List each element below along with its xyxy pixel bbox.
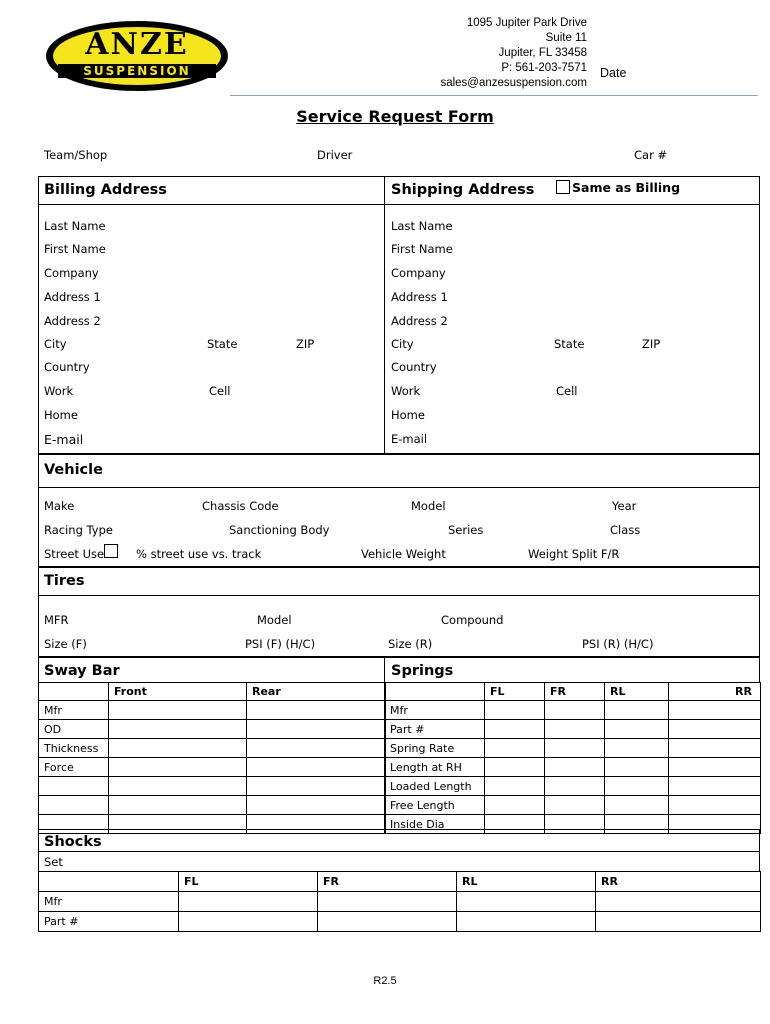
table-row [385,777,761,796]
sway-bar-cell[interactable] [247,720,386,739]
street-use-checkbox[interactable] [104,544,118,558]
springs-header-row [385,683,761,701]
shipping-address2-label: Address 2 [391,314,448,328]
logo-text-top: ANZE [85,27,189,62]
shipping-home-phone-field[interactable] [426,406,754,424]
springs-cell[interactable] [485,796,545,815]
springs-cell[interactable] [545,739,605,758]
team-shop-field[interactable] [110,146,300,164]
sway-bar-heading: Sway Bar [44,663,120,679]
table-row [39,739,386,758]
shipping-country-label: Country [391,360,437,374]
shipping-address1-field[interactable] [452,288,754,306]
address-divider [384,176,385,454]
table-row [385,739,761,758]
sway-bar-cell[interactable] [109,701,247,720]
billing-city-field[interactable] [72,335,202,353]
billing-address2-field[interactable] [108,312,378,330]
billing-cell-phone-field[interactable] [236,382,378,400]
table-row [39,912,761,932]
springs-cell[interactable] [605,758,669,777]
shocks-rl-header: RL [457,872,596,892]
springs-cell[interactable] [669,701,761,720]
shipping-state-field[interactable] [588,335,638,353]
billing-email-label: E-mail [44,432,84,447]
logo-text-bottom: SUSPENSION [83,64,191,78]
sway-bar-cell[interactable] [109,739,247,758]
sway-bar-cell[interactable] [247,777,386,796]
sway-bar-cell[interactable] [247,701,386,720]
springs-cell[interactable] [545,758,605,777]
shipping-work-label: Work [391,384,421,398]
springs-cell[interactable] [485,758,545,777]
sway-bar-table [38,682,386,834]
sway-bar-row-label: Force [39,758,109,777]
springs-cell[interactable] [605,777,669,796]
table-row [39,758,386,777]
vehicle-header-rule [38,487,760,488]
chassis-code-field[interactable] [272,497,402,515]
springs-table [384,682,761,834]
sway-bar-row-label[interactable] [39,777,109,796]
billing-state-field[interactable] [240,335,292,353]
sway-bar-rear-header: Rear [247,683,386,701]
springs-cell[interactable] [605,701,669,720]
series-label: Series [448,523,484,537]
billing-zip-label: ZIP [296,337,315,351]
street-vs-track-field[interactable] [250,545,354,563]
same-as-billing-label: Same as Billing [572,180,681,195]
shipping-zip-field[interactable] [664,335,754,353]
billing-address1-label: Address 1 [44,290,101,304]
make-label: Make [44,499,75,513]
series-field[interactable] [484,521,604,539]
address-line-2: Suite 11 [545,32,587,44]
springs-cell[interactable] [669,720,761,739]
sway-bar-front-header: Front [109,683,247,701]
sanctioning-body-field[interactable] [322,521,440,539]
shocks-fl-header: FL [179,872,318,892]
shipping-home-label: Home [391,408,425,422]
model-field[interactable] [448,497,606,515]
shipping-country-field[interactable] [440,358,754,376]
springs-row-label: Mfr [385,701,485,720]
shocks-row-label: Mfr [39,892,179,912]
table-row [385,720,761,739]
springs-cell[interactable] [485,720,545,739]
tire-psi-rear-label: PSI (R) (H/C) [582,637,654,651]
shocks-heading: Shocks [44,834,102,850]
driver-label: Driver [317,148,353,162]
billing-last-name-label: Last Name [44,219,106,233]
shocks-cell[interactable] [457,892,596,912]
springs-cell[interactable] [545,720,605,739]
billing-first-name-label: First Name [44,242,106,256]
billing-zip-field[interactable] [316,335,378,353]
logo [44,19,230,93]
header-rule [230,95,758,96]
sway-bar-row-label: Thickness [39,739,109,758]
tire-psi-front-label: PSI (F) (H/C) [245,637,316,651]
shocks-corner-cell [39,872,179,892]
tire-mfr-label: MFR [44,613,69,627]
billing-home-phone-field[interactable] [80,406,378,424]
table-row [39,701,386,720]
shocks-rr-header: RR [596,872,761,892]
table-row [385,701,761,720]
revision-label: R2.5 [373,975,397,987]
shocks-row-label: Part # [39,912,179,932]
billing-address1-field[interactable] [108,288,378,306]
sway-bar-cell[interactable] [109,758,247,777]
springs-cell[interactable] [545,777,605,796]
shocks-cell[interactable] [318,892,457,912]
billing-email-field[interactable] [86,430,378,448]
model-label: Model [411,499,446,513]
shocks-set-field[interactable] [66,853,754,870]
springs-cell[interactable] [669,796,761,815]
springs-row-label: Length at RH [385,758,485,777]
springs-row-label: Part # [385,720,485,739]
billing-last-name-field[interactable] [108,216,378,234]
shipping-city-field[interactable] [418,335,548,353]
sway-bar-cell[interactable] [247,796,386,815]
shipping-company-field[interactable] [452,264,754,282]
table-row [39,777,386,796]
springs-cell[interactable] [605,739,669,758]
sway-bar-header-row [39,683,386,701]
tire-psi-rear-field[interactable] [652,635,754,653]
shipping-address1-label: Address 1 [391,290,448,304]
tire-mfr-field[interactable] [74,611,250,629]
tire-compound-label: Compound [441,613,504,627]
springs-cell[interactable] [485,777,545,796]
date-label: Date [600,66,627,80]
sway-bar-corner-cell [39,683,109,701]
date-field[interactable] [632,62,758,82]
vehicle-weight-field[interactable] [442,545,522,563]
shocks-cell[interactable] [179,892,318,912]
springs-cell[interactable] [669,739,761,758]
springs-rl-header: RL [605,683,669,701]
address-header-rule [38,204,760,205]
year-field[interactable] [640,497,754,515]
car-number-field[interactable] [664,146,756,164]
sway-bar-cell[interactable] [247,758,386,777]
shipping-cell-label: Cell [556,384,578,398]
shocks-cell[interactable] [179,912,318,932]
billing-address2-label: Address 2 [44,314,101,328]
springs-cell[interactable] [545,796,605,815]
make-field[interactable] [78,497,196,515]
street-vs-track-label: % street use vs. track [136,547,262,561]
shipping-cell-phone-field[interactable] [582,382,754,400]
shocks-header-row [39,872,761,892]
tire-size-rear-field[interactable] [432,635,576,653]
form-title: Service Request Form [296,107,494,126]
shipping-address-heading: Shipping Address [391,182,535,198]
shipping-email-label: E-mail [391,432,428,446]
shipping-email-field[interactable] [428,430,754,448]
address-line-1: 1095 Jupiter Park Drive [466,17,587,29]
vehicle-heading: Vehicle [44,462,103,478]
springs-heading: Springs [391,663,454,679]
racing-type-label: Racing Type [44,523,113,537]
springs-row-label: Spring Rate [385,739,485,758]
shocks-cell[interactable] [596,912,761,932]
billing-country-field[interactable] [96,358,378,376]
shocks-cell[interactable] [596,892,761,912]
springs-corner-cell [385,683,485,701]
sway-bar-cell[interactable] [109,720,247,739]
tires-heading: Tires [44,573,85,589]
shocks-set-label: Set [44,855,63,869]
vehicle-weight-label: Vehicle Weight [361,547,446,561]
tire-size-rear-label: Size (R) [388,637,433,651]
billing-state-label: State [207,337,238,351]
class-label: Class [610,523,641,537]
tire-size-front-label: Size (F) [44,637,87,651]
weight-split-field[interactable] [616,545,754,563]
tire-psi-front-field[interactable] [312,635,382,653]
shocks-cell[interactable] [457,912,596,932]
shipping-city-label: City [391,337,414,351]
sway-bar-cell[interactable] [247,739,386,758]
springs-cell[interactable] [485,739,545,758]
sway-bar-row-label: OD [39,720,109,739]
shipping-last-name-label: Last Name [391,219,453,233]
shipping-work-phone-field[interactable] [424,382,548,400]
driver-field[interactable] [356,146,616,164]
shocks-fr-header: FR [318,872,457,892]
billing-work-phone-field[interactable] [78,382,202,400]
same-as-billing-checkbox[interactable] [556,180,570,194]
sway-springs-header-divider [384,657,385,683]
class-field[interactable] [642,521,754,539]
sway-bar-row-label: Mfr [39,701,109,720]
table-row [385,758,761,777]
springs-cell[interactable] [669,758,761,777]
table-row [39,720,386,739]
year-label: Year [612,499,637,513]
team-shop-label: Team/Shop [44,148,108,162]
shocks-header-rule [38,851,760,852]
billing-first-name-field[interactable] [108,240,378,258]
tire-compound-field[interactable] [502,611,754,629]
shocks-cell[interactable] [318,912,457,932]
table-row [385,796,761,815]
springs-rr-header: RR [669,683,761,701]
weight-split-label: Weight Split F/R [528,547,620,561]
street-use-label: Street Use [44,547,105,561]
tire-model-label: Model [257,613,292,627]
car-number-label: Car # [634,148,668,162]
springs-row-label: Loaded Length [385,777,485,796]
chassis-code-label: Chassis Code [202,499,279,513]
billing-cell-label: Cell [209,384,231,398]
springs-row-label: Inside Dia [385,815,485,834]
shipping-last-name-field[interactable] [452,216,754,234]
billing-address-heading: Billing Address [44,182,167,198]
shipping-address2-field[interactable] [452,312,754,330]
billing-city-label: City [44,337,67,351]
email-address: sales@anzesuspension.com [440,77,587,89]
sway-bar-row-label[interactable] [39,796,109,815]
springs-cell[interactable] [545,701,605,720]
springs-row-label: Free Length [385,796,485,815]
shocks-table [38,871,761,932]
phone-number: P: 561-203-7571 [501,62,587,74]
sanctioning-body-label: Sanctioning Body [229,523,330,537]
billing-home-label: Home [44,408,78,422]
springs-fl-header: FL [485,683,545,701]
shipping-state-label: State [554,337,585,351]
sway-bar-cell[interactable] [109,777,247,796]
tires-header-rule [38,595,760,596]
springs-cell[interactable] [485,701,545,720]
shipping-first-name-field[interactable] [452,240,754,258]
address-line-3: Jupiter, FL 33458 [498,47,587,59]
tire-size-front-field[interactable] [90,635,238,653]
billing-company-field[interactable] [108,264,378,282]
springs-cell[interactable] [605,796,669,815]
sway-bar-cell[interactable] [109,796,247,815]
billing-country-label: Country [44,360,90,374]
table-row [39,796,386,815]
springs-cell[interactable] [605,720,669,739]
shipping-company-label: Company [391,266,446,280]
billing-company-label: Company [44,266,99,280]
tire-model-field[interactable] [294,611,434,629]
table-row [39,892,761,912]
shipping-zip-label: ZIP [642,337,661,351]
racing-type-field[interactable] [110,521,222,539]
springs-cell[interactable] [669,777,761,796]
shipping-first-name-label: First Name [391,242,453,256]
springs-fr-header: FR [545,683,605,701]
billing-work-label: Work [44,384,74,398]
